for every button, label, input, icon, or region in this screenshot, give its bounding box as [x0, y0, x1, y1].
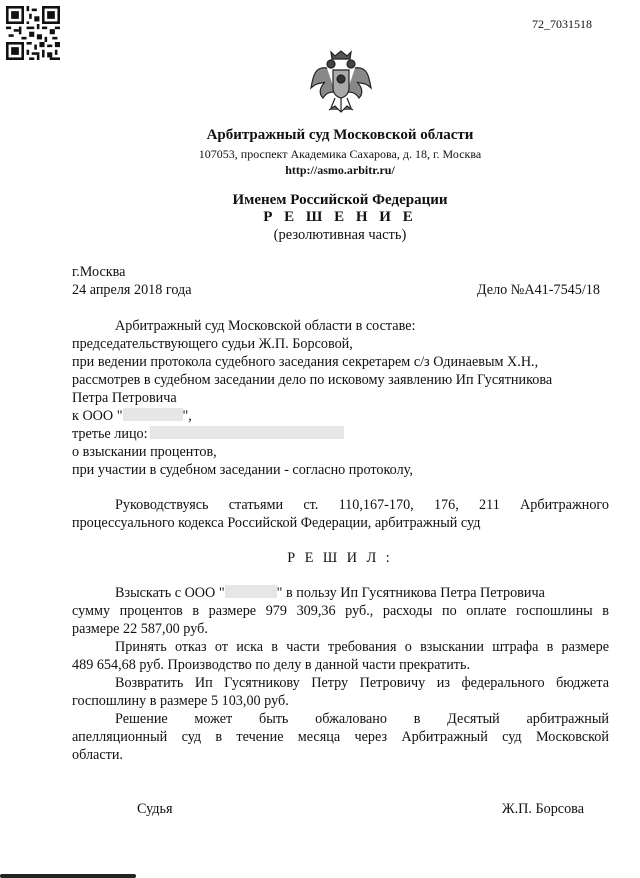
third-party-label: третье лицо: [72, 426, 148, 442]
intro-line-5: Петра Петровича [72, 390, 177, 406]
city: г.Москва [72, 264, 126, 280]
intro-line-6 [72, 407, 609, 425]
intro-line-9: при участии в судебном заседании - согласно протоколу, [72, 462, 413, 478]
redacted-third-party [150, 426, 344, 439]
intro-line-8: о взыскании процентов, [72, 444, 217, 460]
ruling-4-line-2: апелляционный суд в течение месяца через Арбитражный суд Московской [72, 729, 609, 745]
guided-line-2: процессуального кодекса Российской Федерации, арбитражный суд [72, 515, 481, 531]
decision-subtitle: (резолютивная часть) [273, 227, 407, 243]
intro-line-3: при ведении протокола судебного заседания секретарем с/з Одинаевым Х.Н., [72, 354, 539, 370]
guided-line-1: Руководствуясь статьями ст. 110,167-170, 176, 211 Арбитражного [115, 497, 609, 513]
decision-date: 24 апреля 2018 года [72, 282, 192, 298]
ruling-2-line-2: 489 654,68 руб. Производство по делу в данной части прекратить. [72, 657, 471, 673]
ruling-1-prefix: Взыскать с ООО " [115, 585, 225, 601]
case-number: Дело №А41-7545/18 [476, 282, 600, 298]
bottom-scrollbar[interactable] [0, 874, 136, 878]
judge-name: Ж.П. Борсова [501, 801, 584, 817]
ruling-1-suffix: " в пользу Ип Гусятникова Петра Петровича [276, 585, 545, 601]
qr-code-icon [6, 6, 60, 60]
redacted-company-name-2 [225, 585, 277, 598]
coat-of-arms-icon [309, 48, 373, 118]
ruling-1-line-2: сумму процентов в размере 979 309,36 руб., расходы по оплате госпошлины в [72, 603, 609, 619]
court-name: Арбитражный суд Московской области [206, 127, 474, 143]
ruling-4-line-3: области. [72, 747, 123, 763]
intro-line-7 [72, 425, 609, 443]
defendant-prefix: к ООО " [72, 408, 123, 424]
court-website-link[interactable]: http://asmo.arbitr.ru/ [285, 163, 395, 177]
ruling-2-line-1: Принять отказ от иска в части требования о взыскании штрафа в размере [115, 639, 609, 655]
defendant-suffix: ", [182, 408, 192, 424]
document-id: 72_7031518 [532, 17, 592, 31]
decided-heading: Р Е Ш И Л : [287, 550, 393, 566]
ruling-1-line-3: размере 22 587,00 руб. [72, 621, 208, 637]
intro-line-2: председательствующего судьи Ж.П. Борсовой, [72, 336, 353, 352]
intro-line-4: рассмотрев в судебном заседании дело по исковому заявлению Ип Гусятникова [72, 372, 553, 388]
ruling-3-line-2: госпошлину в размере 5 103,00 руб. [72, 693, 289, 709]
judge-role: Судья [137, 801, 173, 817]
redacted-company-name [123, 408, 183, 421]
ruling-4-line-1: Решение может быть обжаловано в Десятый арбитражный [115, 711, 609, 727]
ruling-3-line-1: Возвратить Ип Гусятникову Петру Петровичу из федерального бюджета [115, 675, 609, 691]
intro-line-1: Арбитражный суд Московской области в составе: [115, 318, 416, 334]
in-name-heading: Именем Российской Федерации [232, 192, 448, 208]
ruling-1-line-1 [72, 584, 609, 602]
court-address: 107053, проспект Академика Сахарова, д. 18, г. Москва [198, 147, 482, 161]
decision-title: Р Е Ш Е Н И Е [263, 209, 417, 225]
